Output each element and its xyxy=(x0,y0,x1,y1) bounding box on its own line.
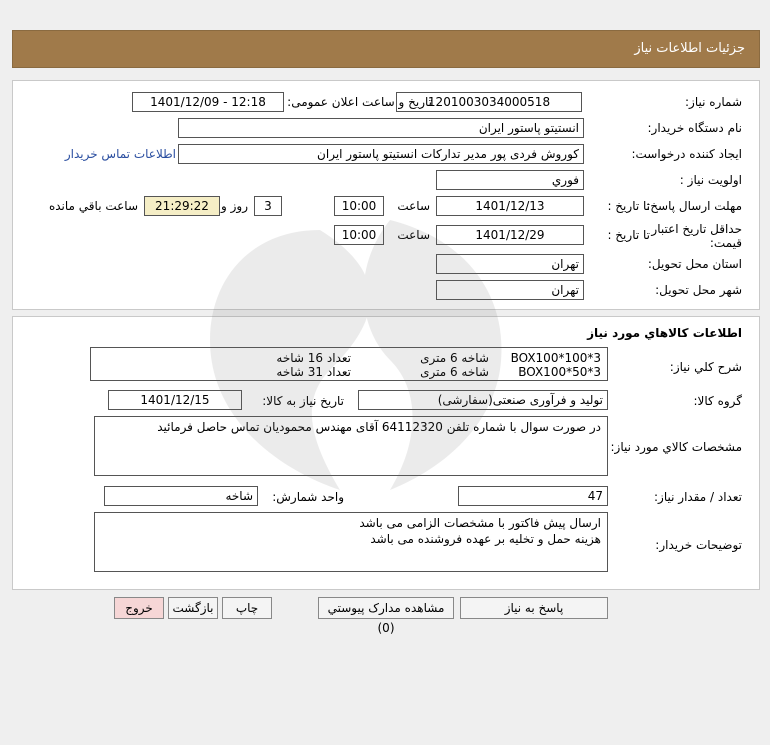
priority-field: فوري xyxy=(436,170,584,190)
back-button[interactable]: بازگشت xyxy=(168,597,218,619)
deadline-time-label: ساعت xyxy=(397,199,430,213)
announce-datetime-field: 1401/12/09 - 12:18 xyxy=(132,92,284,112)
page-title: جزئيات اطلاعات نياز xyxy=(634,41,745,56)
validity-to-date-label: تا تاريخ : xyxy=(607,228,650,242)
buyer-org-field: انستيتو پاستور ايران xyxy=(178,118,584,138)
buyer-note-line: هزینه حمل و تخلیه بر عهده فروشنده می باشد xyxy=(370,532,601,546)
need-info-panel xyxy=(12,80,760,310)
quantity-field: 47 xyxy=(458,486,608,506)
unit-field: شاخه xyxy=(104,486,258,506)
remaining-time-label: ساعت باقي مانده xyxy=(48,199,138,213)
buyer-contact-link[interactable]: اطلاعات تماس خريدار xyxy=(64,147,176,161)
remaining-time-field: 21:29:22 xyxy=(144,196,220,216)
specs-label: مشخصات کالاي مورد نياز: xyxy=(610,440,742,454)
view-attachments-button[interactable]: مشاهده مدارک پيوستي (0) xyxy=(318,597,454,619)
buyer-note-line: ارسال پیش فاکتور با مشخصات الزامی می باشد xyxy=(359,516,601,530)
need-date-label: تاريخ نياز به کالا: xyxy=(262,394,344,408)
quantity-label: تعداد / مقدار نياز: xyxy=(654,490,742,504)
need-number-label: شماره نياز: xyxy=(685,95,742,109)
province-label: استان محل تحويل: xyxy=(647,257,742,271)
buyer-notes-field xyxy=(94,512,608,572)
desc-row-1-code: BOX100*100*3 xyxy=(510,351,601,365)
deadline-date-field: 1401/12/13 xyxy=(436,196,584,216)
validity-time-field: 10:00 xyxy=(334,225,384,245)
deadline-to-date-label: تا تاريخ : xyxy=(607,199,650,213)
buyer-notes-label: توضيحات خريدار: xyxy=(655,538,742,552)
announce-datetime-label: تاريخ و ساعت اعلان عمومی: xyxy=(287,95,432,109)
province-field: تهران xyxy=(436,254,584,274)
print-button[interactable]: چاپ xyxy=(222,597,272,619)
desc-row-1-count: تعداد 16 شاخه xyxy=(276,351,351,365)
page-header xyxy=(12,30,760,68)
remaining-days-field: 3 xyxy=(254,196,282,216)
requester-field: کوروش فردی پور مدیر تدارکات انستیتو پاستور ایران xyxy=(178,144,584,164)
deadline-label: مهلت ارسال پاسخ: xyxy=(646,199,742,213)
desc-row-1-length: شاخه 6 متری xyxy=(420,351,489,365)
goods-group-field: تولید و فرآوری صنعتی(سفارشی) xyxy=(358,390,608,410)
desc-row-2-length: شاخه 6 متری xyxy=(420,365,489,379)
validity-time-label: ساعت xyxy=(397,228,430,242)
reply-button[interactable]: پاسخ به نياز xyxy=(460,597,608,619)
validity-date-field: 1401/12/29 xyxy=(436,225,584,245)
city-field: تهران xyxy=(436,280,584,300)
unit-label: واحد شمارش: xyxy=(272,490,344,504)
priority-label: اولويت نياز : xyxy=(679,173,742,187)
goods-section-title: اطلاعات کالاهاي مورد نياز xyxy=(587,326,742,340)
days-label: روز و xyxy=(221,199,248,213)
city-label: شهر محل تحويل: xyxy=(655,283,742,297)
goods-group-label: گروه کالا: xyxy=(693,394,742,408)
need-date-field: 1401/12/15 xyxy=(108,390,242,410)
need-description-field xyxy=(90,347,608,381)
desc-row-2-code: BOX100*50*3 xyxy=(518,365,601,379)
requester-label: ايجاد کننده درخواست: xyxy=(631,147,742,161)
validity-label: حداقل تاريخ اعتبار قيمت: xyxy=(651,222,742,250)
need-number-field: 1201003034000518 xyxy=(396,92,582,112)
buyer-org-label: نام دستگاه خريدار: xyxy=(647,121,742,135)
specs-field: در صورت سوال با شماره تلفن 64112320 آقای مهندس محمودیان تماس حاصل فرمائید xyxy=(94,416,608,476)
deadline-time-field: 10:00 xyxy=(334,196,384,216)
desc-row-2-count: تعداد 31 شاخه xyxy=(276,365,351,379)
exit-button[interactable]: خروج xyxy=(114,597,164,619)
need-description-label: شرح کلي نياز: xyxy=(669,360,742,374)
